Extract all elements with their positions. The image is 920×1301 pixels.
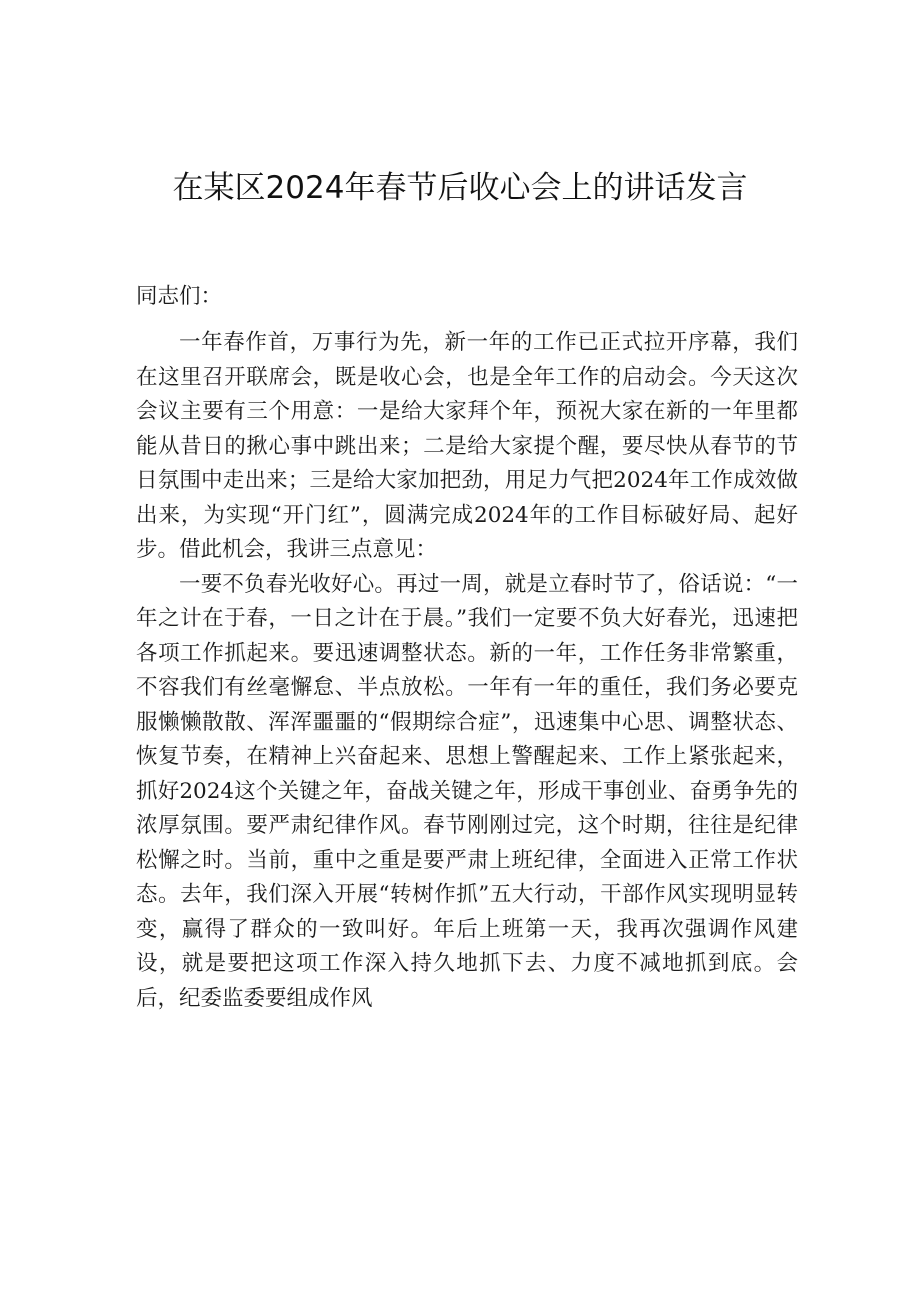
salutation: 同志们：: [136, 284, 223, 309]
paragraph-point-one: 一要不负春光收好心。再过一周，就是立春时节了，俗话说：“一年之计在于春，一日之计在于晨。”我们一定要不负大好春光，迅速把各项工作抓起来。要迅速调整状态。新的一年，工作任务非常繁重，不容我们有丝毫懈怠、半点放松。一年有一年的重任，我们务必要克服懒懒散散、浑浑噩噩的“假期综合症”，迅速集中心思、调整状态、恢复节奏，在精神上兴奋起来、思想上警醒起来、工作上紧张起来，抓好2024这个关键之年，奋战关键之年，形成干事创业、奋勇争先的浓厚氛围。要严肃纪律作风。春节刚刚过完，这个时期，往往是纪律松懈之时。当前，重中之重是要严肃上班纪律，全面进入正常工作状态。去年，我们深入开展“转树作抓”五大行动，干部作风实现明显转变，赢得了群众的一致叫好。年后上班第一天，我再次强调作风建设，就是要把这项工作深入持久地抓下去、力度不减地抓到底。会后，纪委监委要组成作风: [136, 571, 798, 1011]
paragraph-intro: 一年春作首，万事行为先，新一年的工作已正式拉开序幕，我们在这里召开联席会，既是收心会，也是全年工作的启动会。今天这次会议主要有三个用意：一是给大家拜个年，预祝大家在新的一年里都能从昔日的揪心事中跳出来；二是给大家提个醒，要尽快从春节的节日氛围中走出来；三是给大家加把劲，用足力气把2024年工作成效做出来，为实现“开门红”，圆满完成2024年的工作目标破好局、起好步。借此机会，我讲三点意见：: [136, 330, 799, 562]
document-title: 在某区2024年春节后收心会上的讲话发言: [172, 170, 748, 206]
document-body: [136, 326, 798, 1016]
